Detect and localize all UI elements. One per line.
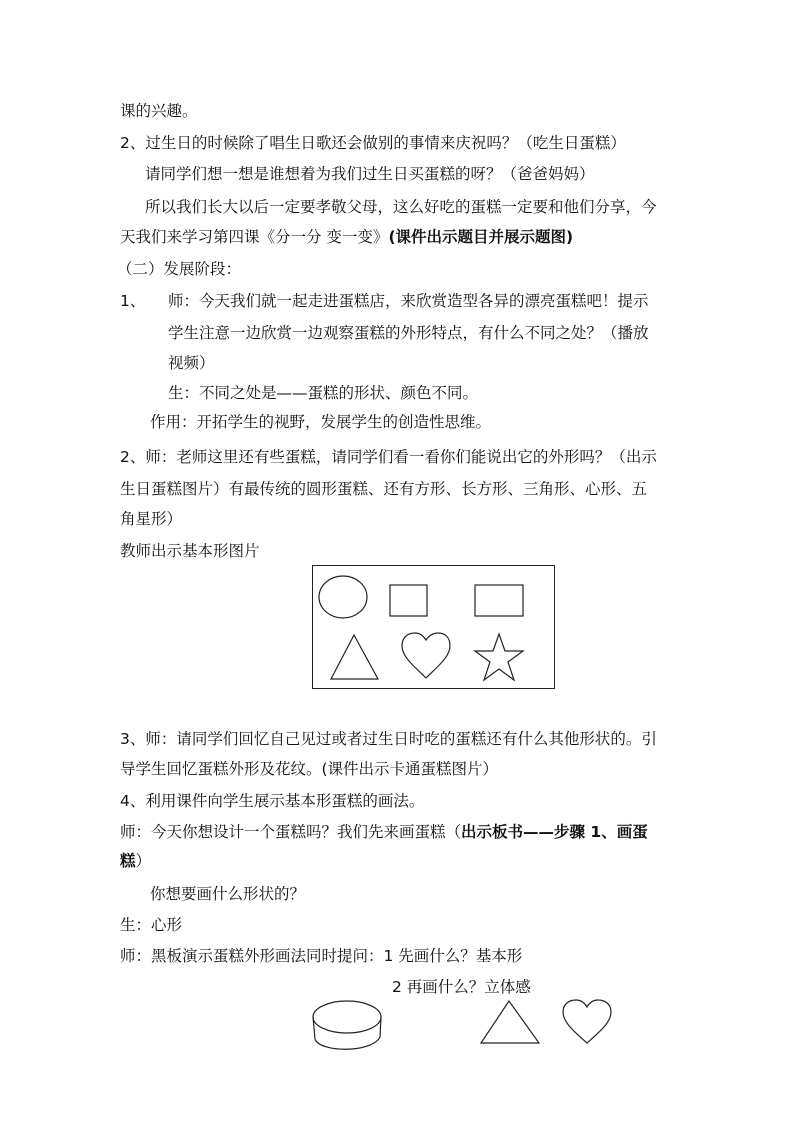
text-line: 师：黑板演示蛋糕外形画法同时提问：1 先画什么？基本形 bbox=[120, 947, 523, 965]
star-shape bbox=[475, 634, 523, 680]
text-segment: ） bbox=[135, 852, 152, 870]
text-line: 生：不同之处是——蛋糕的形状、颜色不同。 bbox=[168, 384, 479, 402]
heart-shape bbox=[563, 1000, 611, 1043]
text-line: 4、利用课件向学生展示基本形蛋糕的画法。 bbox=[120, 792, 425, 810]
text-segment: 天我们来学习第四课《分一分 变一变》 bbox=[120, 228, 389, 246]
text-segment: 师：今天你想设计一个蛋糕吗？我们先来画蛋糕（ bbox=[120, 823, 462, 841]
text-line: 请同学们想一想是谁想着为我们过生日买蛋糕的呀？（爸爸妈妈） bbox=[145, 165, 595, 183]
text-line: 导学生回忆蛋糕外形及花纹。(课件出示卡通蛋糕图片） bbox=[120, 760, 499, 778]
text-line: 教师出示基本形图片 bbox=[120, 542, 260, 560]
text-line: 2 再画什么？立体感 bbox=[392, 978, 531, 996]
cake-drawing-figure bbox=[300, 995, 620, 1065]
text-line: 你想要画什么形状的？ bbox=[150, 885, 306, 903]
cylinder-cake-shape bbox=[313, 1001, 381, 1049]
text-line: 所以我们长大以后一定要孝敬父母，这么好吃的蛋糕一定要和他们分享，今 bbox=[145, 198, 657, 216]
text-line: 2、师：老师这里还有些蛋糕，请同学们看一看你们能说出它的外形吗？（出示 bbox=[120, 448, 657, 466]
basic-shapes-figure bbox=[312, 565, 556, 690]
list-number: 1、 bbox=[120, 292, 146, 310]
text-line bbox=[120, 822, 648, 842]
triangle-shape bbox=[331, 635, 378, 679]
section-heading: （二）发展阶段： bbox=[117, 260, 242, 278]
text-line bbox=[120, 851, 151, 871]
triangle-shape bbox=[481, 1001, 539, 1043]
text-line: 角星形） bbox=[120, 510, 183, 528]
text-line: 生：心形 bbox=[120, 916, 183, 934]
bold-text-segment: (课件出示题目并展示题图) bbox=[388, 228, 574, 246]
text-line: 师：今天我们就一起走进蛋糕店，来欣赏造型各异的漂亮蛋糕吧！提示 bbox=[168, 292, 649, 310]
text-line: 作用：开拓学生的视野，发展学生的创造性思维。 bbox=[150, 413, 492, 431]
text-line: 课的兴趣。 bbox=[120, 102, 198, 120]
rectangle-shape bbox=[475, 585, 523, 616]
text-line: 视频） bbox=[168, 354, 215, 372]
bold-text-segment: 出示板书——步骤 1、画蛋 bbox=[461, 823, 648, 841]
text-line: 2、过生日的时候除了唱生日歌还会做别的事情来庆祝吗？（吃生日蛋糕） bbox=[120, 134, 626, 152]
circle-shape bbox=[319, 576, 367, 618]
text-line: 3、师：请同学们回忆自己见过或者过生日时吃的蛋糕还有什么其他形状的。引 bbox=[120, 730, 657, 748]
bold-text-segment: 糕 bbox=[120, 852, 136, 870]
text-line: 生日蛋糕图片）有最传统的圆形蛋糕、还有方形、长方形、三角形、心形、五 bbox=[120, 480, 648, 498]
heart-shape bbox=[402, 633, 450, 678]
text-line bbox=[120, 227, 573, 247]
square-shape bbox=[390, 585, 427, 616]
text-line: 学生注意一边欣赏一边观察蛋糕的外形特点，有什么不同之处？（播放 bbox=[168, 324, 649, 342]
